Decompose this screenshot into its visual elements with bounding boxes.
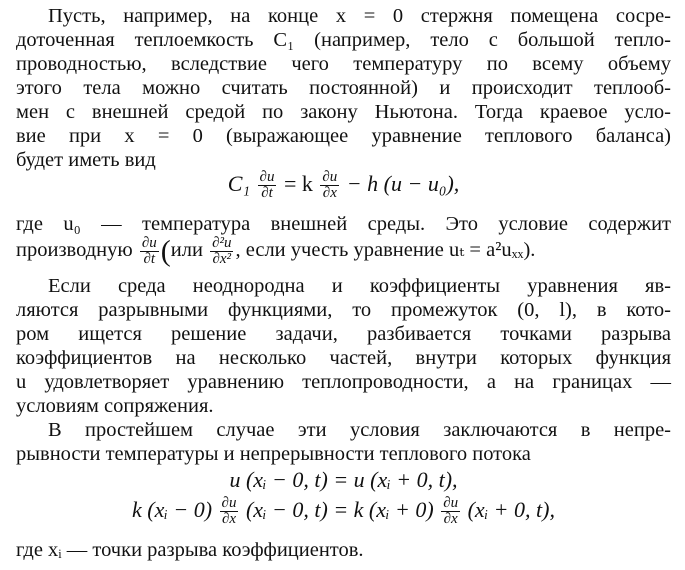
text-line: ляются разрывными функциями, то промежуток (0, l), в кото-: [16, 299, 671, 321]
text-line: где xᵢ — точки разрыва коэффициентов.: [16, 539, 364, 561]
derivative-paren: (: [160, 234, 171, 268]
eq1-frac2-den: ∂x: [322, 185, 337, 202]
eq1-mid: = k: [283, 171, 313, 196]
eq3-frac-right-den: ∂x: [443, 511, 458, 528]
derivative-fraction-d2u-dx2: [210, 236, 233, 267]
text-line: ром ищется решение задачи, разбивается точками разрыва: [16, 323, 671, 345]
eq1-lhs-coef: C₁: [227, 171, 251, 196]
eq3-frac-left-den: ∂x: [221, 511, 237, 528]
eq3-right: (xᵢ + 0, t),: [467, 497, 555, 522]
eq3-left: k (xᵢ − 0): [132, 497, 213, 522]
eq1-frac1-den: ∂t: [261, 185, 273, 202]
text-line: u удовлетворяет уравнению теплопроводности, а на границах —: [16, 371, 671, 393]
text-line: где u₀ — температура внешней среды. Это условие содержит: [16, 213, 671, 235]
derivative-frac1-den: ∂t: [143, 250, 156, 267]
text-line: Если среда неоднородна и коэффициенты уравнения яв-: [48, 275, 671, 297]
eq1-frac2-num: ∂u: [322, 169, 338, 186]
derivative-tail: , если учесть уравнение uₜ = a²uₓₓ).: [235, 239, 536, 261]
equation-continuity-temperature: u (xᵢ − 0, t) = u (xᵢ + 0, t),: [229, 467, 458, 492]
text-line: коэффициентов на несколько частей, внутри которых функция: [16, 347, 671, 369]
derivative-frac2-den: ∂x²: [212, 250, 232, 267]
eq3-fraction-left: [220, 496, 239, 527]
equation-boundary-condition: [16, 164, 671, 204]
text-line: условиям сопряжения.: [16, 395, 214, 417]
text-line: Пусть, например, на конце x = 0 стержня помещена сосре-: [48, 5, 671, 27]
eq1-fraction-du-dx: [320, 170, 339, 201]
eq3-mid: (xᵢ − 0, t) = k (xᵢ + 0): [245, 497, 434, 522]
eq1-rhs: − h (u − u₀),: [346, 171, 460, 196]
eq3-frac-right-num: ∂u: [443, 495, 459, 512]
derivative-frac2-num: ∂²u: [212, 234, 232, 251]
eq1-frac1-num: ∂u: [259, 169, 275, 186]
text-line: В простейшем случае эти условия заключаются в непре-: [48, 419, 671, 441]
text-line: доточенная теплоемкость C₁ (например, тело с большой тепло-: [16, 29, 671, 51]
eq3-frac-left-num: ∂u: [221, 495, 237, 512]
derivative-frac1-num: ∂u: [141, 234, 157, 251]
derivative-prefix: производную: [16, 239, 133, 261]
equation-continuity-flux: [16, 490, 671, 530]
derivative-line: [16, 232, 671, 268]
eq1-fraction-du-dt: [258, 170, 277, 201]
derivative-fraction-du-dt: [140, 236, 159, 267]
text-line: будет иметь вид: [16, 149, 156, 171]
text-line: этого тела можно считать постоянной) и происходит теплооб-: [16, 77, 671, 99]
derivative-or-word: или: [170, 239, 203, 261]
text-line: проводностью, вследствие чего температуру по всему объему: [16, 53, 671, 75]
eq3-fraction-right: [441, 496, 460, 527]
text-line: рывности температуры и непрерывности теплового потока: [16, 443, 531, 465]
text-line: мен с внешней средой по закону Ньютона. Тогда краевое усло-: [16, 101, 671, 123]
text-line: вие при x = 0 (выражающее уравнение теплового баланса): [16, 125, 671, 147]
